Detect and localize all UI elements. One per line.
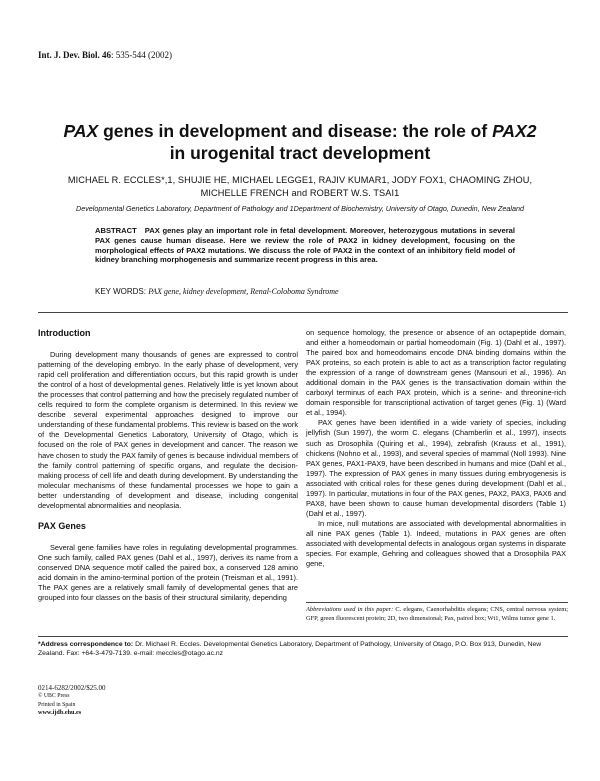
journal-abbr: Int. J. Dev. Biol. — [38, 50, 100, 60]
right-paragraph-1: on sequence homology, the presence or absence of an octapeptide domain, and either a homeodomain or partial homeodomain (Fig. 1) (Dahl et al., 1997). The paired box and homeodomains encode DNA binding domains within the PAX proteins, so each protein is able to act as a transcription factor regulating the expression of a range of downstream genes (Mansouri et al., 1996). An additional domain in the PAX genes is the transactivation domain within the carboxyl terminus of each PAX protein, which is a serine- and threonine-rich domain responsible for transcriptional activation of target genes (Fig. 1) (Ward et al., 1994). — [306, 328, 566, 418]
title-pax2-italic: PAX2 — [492, 121, 537, 141]
pax-genes-heading: PAX Genes — [38, 520, 86, 531]
keywords-text: PAX gene, kidney development, Renal-Coloboma Syndrome — [148, 287, 339, 296]
author-list — [40, 174, 560, 200]
publication-footer — [38, 684, 105, 718]
printed-in: Printed in Spain — [38, 701, 76, 708]
copyright: © UBC Press — [38, 693, 70, 700]
keywords — [95, 287, 515, 296]
abbreviations-divider — [306, 602, 568, 603]
address-label: *Address correspondence to: — [38, 641, 134, 648]
right-paragraph-2: PAX genes have been identified in a wide variety of species, including jellyfish (Sun 1997), the worm C. elegans (Chamberlin et al., 1997), insects such as Drosophila (Quiring et al., 1994), zebrafish (Krauss et al., 1991), chickens (Nohno et al., 1993), and several species of mammal (Noll 1993). Nine PAX genes, PAX1-PAX9, have been described in humans and mice (Dahl et al., 1997). The expression of PAX genes in many tissues during embryogenesis is associated with critical roles for these genes during development (Dahl et al., 1997). In particular, mutations in four of the PAX genes, PAX2, PAX3, PAX6 and PAX8, have been shown to cause human developmental disorders (Table 1) (Dahl et al., 1997). — [306, 418, 567, 518]
article-title — [40, 120, 560, 164]
correspondence-address — [38, 640, 568, 658]
issn: 0214-6282/2002/$25.00 — [38, 684, 106, 692]
affiliation: Developmental Genetics Laboratory, Department of Pathology and 1Department of Biochemistry, University of Otago, Dunedin, New Zealand — [76, 204, 524, 213]
abbreviations — [306, 606, 568, 623]
title-line2: in urogenital tract development — [169, 143, 431, 163]
journal-url: www.ijdb.ehu.es — [38, 709, 82, 717]
address-text: Dr. Michael R. Eccles. Developmental Genetics Laboratory, Department of Pathology, University of Otago, P.O. Box 913, Dunedin, New Zealand. Fax: +64-3-479-7139. e-mail: meccles@otago.ac.nz — [38, 641, 542, 657]
introduction-heading: Introduction — [38, 328, 91, 338]
intro-paragraph: During development many thousands of genes are expressed to control patterning of the developing embryo. In the early phase of development, very rapid cell proliferation and differentiation occurs, but this rapid growth is under the control of a host of developmental genes. Relatively little is yet known about the processes that control patterning and how the precisely regulated number of cells required to form the complete organism is determined. In this review we describe several experimental approaches designed to improve our understanding of these fundamental problems. This review is based on the work of the Developmental Genetics Laboratory, University of Otago, which is focused on the role of PAX genes in development and cancer. The reason we have chosen to study the PAX family of genes is because individual members of the family control patterning of specific organs, and regulate the decision-making process of cell life and death during development. By understanding the molecular mechanisms of these fundamental processes we hope to gain a better understanding of development and disease, including congenital developmental abnormalities and neoplasia. — [38, 350, 298, 510]
header-divider — [38, 312, 568, 313]
abstract-label: ABSTRACT — [95, 226, 137, 235]
title-part1: genes in development and disease: the role of — [98, 121, 493, 141]
abstract — [95, 226, 515, 265]
footnote-divider — [38, 636, 568, 637]
journal-volume: 46 — [102, 50, 112, 60]
right-column — [306, 328, 566, 569]
keywords-label: KEY WORDS: — [95, 287, 146, 296]
right-paragraph-3: In mice, null mutations are associated with developmental abnormalities in all nine PAX genes (Table 1). Indeed, mutations in PAX genes are often associated with developmental defects in analogous organ systems in disparate species. For example, Gehring and colleagues showed that a Drosophila PAX gene, — [306, 518, 566, 569]
left-column — [38, 328, 298, 603]
abbreviations-text: C. elegans, Caenorhabditis elegans; CNS, central nervous system; GFP, green fluorescent protein; 2D, two dimensional; Pax, paired box; Wt1, Wilms tumor gene 1. — [306, 606, 568, 622]
journal-reference — [38, 50, 172, 60]
abbreviations-label: Abbreviations used in this paper: — [306, 606, 394, 613]
pax-paragraph: Several gene families have roles in regulating developmental programmes. One such family, called PAX genes (Dahl et al., 1997), derives its name from a conserved DNA sequence motif called the paired box, a conserved 128 amino acid domain in the amino-terminal portion of the protein (Treisman et al., 1991). The PAX genes are a relatively small family of developmental genes that are grouped into four classes on the basis of their structural similarity, depending — [38, 542, 298, 603]
journal-pages: : 535-544 (2002) — [111, 50, 173, 60]
abstract-text: PAX genes play an important role in fetal development. Moreover, heterozygous mutations in several PAX genes cause human disease. Here we review the role of PAX2 in kidney development, focusing on the morphological effects of PAX2 mutations. We discuss the role of PAX2 in the context of an inhibitory field model of kidney branching morphogenesis and summarize recent progress in this area. — [95, 226, 515, 265]
authors-line1: MICHAEL R. ECCLES*,1, SHUJIE HE, MICHAEL LEGGE1, RAJIV KUMAR1, JODY FOX1, CHAOMING ZHOU, — [67, 175, 533, 185]
title-pax-italic: PAX — [63, 121, 99, 141]
authors-line2: MICHELLE FRENCH and ROBERT W.S. TSAI1 — [200, 188, 400, 198]
